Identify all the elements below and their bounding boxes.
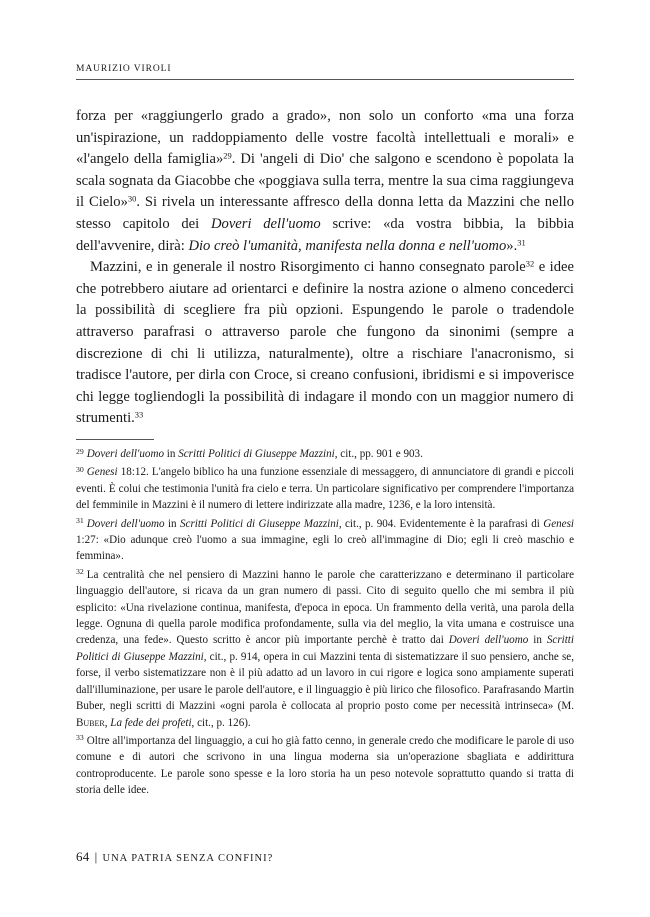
book-title: UNA PATRIA SENZA CONFINI? [102,853,274,864]
italic-run: Scritti Politici di Giuseppe Mazzini [178,448,335,460]
italic-run: Scritti Politici di Giuseppe Mazzini [179,517,339,530]
italic-run: Genesi [543,517,574,530]
footnote-number: 31 [76,516,84,526]
text-run: 1:27: «Dio adunque creò l'uomo a sua immagine, egli lo creò all'immagine di Dio; egli li creò maschio e femmina». [76,534,574,563]
italic-run: Genesi [86,466,118,479]
text-run: Oltre all'importanza del linguaggio, a cui ho già fatto cenno, in generale credo che modificare le parole di uso comune e di autori che scrivono in una lingua moderna sia un'operazione sbagliata e addirittura controproducente. Le parole sono spesse e la loro storia ha un peso notevole soprattutto quando si tratta di storia delle idee. [76,734,574,797]
book-page [76,0,574,917]
text-run: Mazzini, e in generale il nostro Risorgimento ci hanno consegnato parole [90,259,526,276]
footnote-number: 30 [76,464,84,474]
text-run: . Si rivela un interessante affresco della donna letta da Mazzini che nello stesso capitolo dei [76,194,574,232]
page-number: 64 [76,849,90,864]
italic-run: Doveri dell'uomo [86,448,165,460]
running-head: MAURIZIO VIROLI [76,64,172,74]
italic-run: Doveri dell'uomo [86,517,165,530]
footnote-reference: 33 [134,409,144,420]
footnote-reference: 32 [525,258,535,269]
italic-run: Doveri dell'uomo [448,634,529,647]
text-run: La centralità che nel pensiero di Mazzini hanno le parole che caratterizzano e determinano il particolare linguaggio dell'autore, si ricava da un gran numero di passi. Cito di seguito quello che mi sembra il più esplicito: «Una rivelazione continua, manifesta, d'epoca in epoca. Un frammento della verità, una parola della legge. Ognuna di quella parole modifica profondamente, sulla via del meglio, la vita umana e costruisce una credenza, una fede». Questo scritto è ancor più importante perchè è tratto dai [76,568,574,647]
italic-run: Scritti Politici di Giuseppe Mazzini [76,634,574,663]
text-run: in [164,517,180,530]
footnote-rule [76,439,154,440]
footnote-32 [76,567,574,731]
paragraph-2 [76,257,574,430]
text-run: scrive: «da vostra bibbia, la bibbia dell'avvenire, dirà: [76,215,575,254]
footnote-reference: 29 [223,150,232,161]
footnotes [76,446,574,801]
footnote-29 [76,446,574,462]
footnote-number: 33 [76,733,84,743]
text-run: , [104,716,111,729]
footnote-reference: 30 [127,193,137,204]
text-run: 18:12. L'angelo biblico ha una funzione essenziale di messaggero, di annunciatore di grandi e piccoli eventi. È colui che testimonia l'unità fra cielo e terra. Un particolare significativo per comprendere l'importanza del femminile in Mazzini è il numero di lettere indirizzate alla madre, 1236, e la loro intensità. [76,466,574,512]
paragraph-1 [76,106,574,257]
text-run: e idee che potrebbero aiutare ad orientarci e definire la nostra azione o almeno concederci la possibilità di scegliere fra più opzioni. Espungendo le parole o tradendole attraverso parafrasi o attraverso parole che fungono da sinonimi (sempre a discrezione di chi li utilizza, naturalmente), oltre a rischiare l'anacronismo, si tradisce l'autore, per dirla con Croce, si creano confusioni, ibridismi e si impoverisce chi legge togliendogli la possibilità di indagare il mondo con un maggior numero di strumenti. [76,259,574,427]
header-rule [76,79,574,80]
italic-run: Doveri dell'uomo [210,215,321,232]
text-run: in [528,634,547,647]
footnote-31 [76,516,574,565]
small-caps-run: Buber [76,716,105,729]
page-footer [76,849,273,865]
text-run: forza per «raggiungerlo grado a grado», non solo un conforto «ma una forza un'ispirazione, un raddoppiamento delle vostre facoltà intellettuali e morali» e «l'angelo della famiglia» [76,108,574,168]
footnote-number: 29 [76,446,84,456]
footnote-33 [76,733,574,799]
text-run: , cit., p. 914, opera in cui Mazzini tenta di sistematizzare il suo pensiero, anche se, forse, il verbo sistematizzare non è il più adatto ad un lavoro in cui rigore e logica sono ampiamente superati dall'illuminazione, per usare le parole dell'autore, e il linguaggio è più lirico che filosofico. Parafrasando Martin Buber, negli scritti di Mazzini «ogni parola è collocata al proprio posto come per necessità intrinseca» (M. [76,650,574,713]
text-run: , cit., p. 126). [191,716,251,729]
footnote-reference: 31 [517,236,526,247]
text-run: , cit., p. 904. Evidentemente è la parafrasi di [338,517,544,530]
text-run: . Di 'angeli di Dio' che salgono e scendono è popolata la scala sognata da Giacobbe che «poggiava sulla terra, mentre la sua cima raggiungeva il Cielo» [76,151,575,211]
main-text [76,106,574,430]
footnote-30 [76,464,574,513]
footnote-number: 32 [76,567,84,577]
italic-run: La fede dei profeti [110,716,192,729]
italic-run: Dio creò l'umanità, manifesta nella donna e nell'uomo [188,237,507,254]
text-run: , cit., pp. 901 e 903. [334,448,423,460]
folio-separator: | [94,849,98,864]
text-run: in [164,448,179,460]
text-run: ». [506,237,518,254]
